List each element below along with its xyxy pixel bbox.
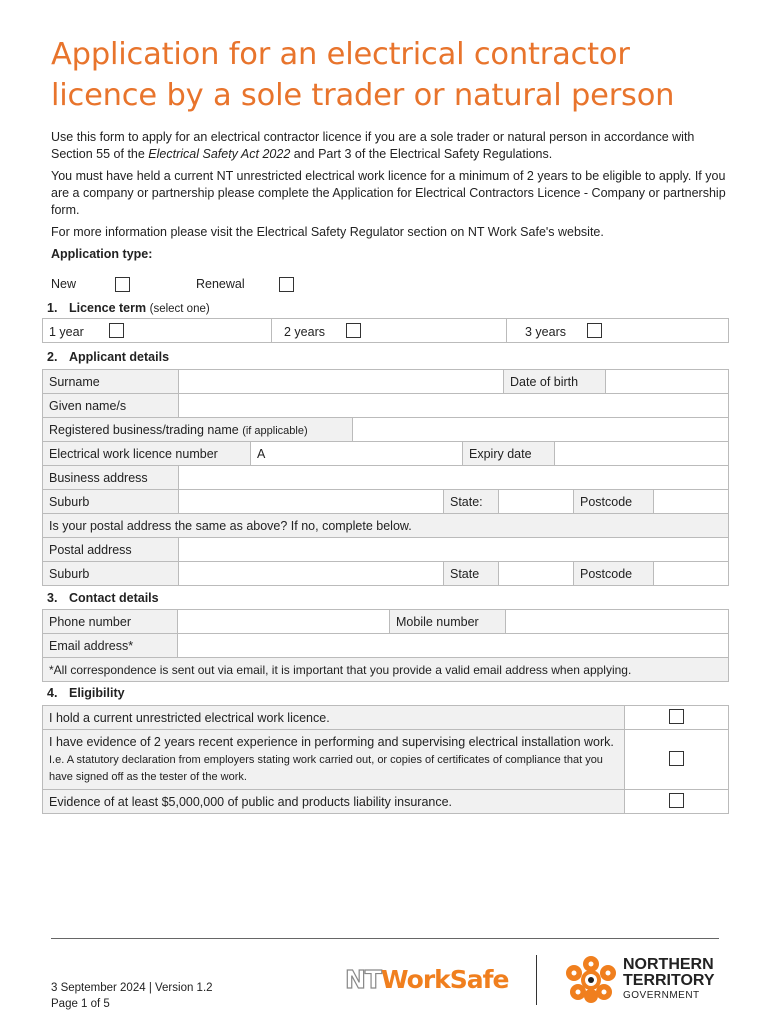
logo-divider bbox=[536, 955, 537, 1005]
given-names-label: Given name/s bbox=[43, 394, 179, 418]
eligibility-item-1: I hold a current unrestricted electrical work licence. bbox=[43, 706, 625, 730]
new-label: New bbox=[51, 277, 77, 291]
mobile-label: Mobile number bbox=[390, 610, 506, 634]
intro-paragraph-3: For more information please visit the Electrical Safety Regulator section on NT Work Safe's website. bbox=[51, 225, 604, 239]
suburb-input[interactable] bbox=[179, 490, 444, 514]
term-3-years-cell bbox=[507, 319, 729, 343]
licence-term-table bbox=[42, 318, 729, 343]
term-3-years-label: 3 years bbox=[525, 324, 566, 339]
renewal-label: Renewal bbox=[196, 277, 245, 291]
phone-label: Phone number bbox=[43, 610, 178, 634]
term-1-year-checkbox[interactable] bbox=[109, 323, 124, 338]
postal-postcode-input[interactable] bbox=[654, 562, 729, 586]
business-address-label: Business address bbox=[43, 466, 179, 490]
eligibility-item-2-cell bbox=[625, 730, 729, 790]
surname-label: Surname bbox=[43, 370, 179, 394]
applicant-table-a bbox=[42, 369, 729, 418]
footer-date-version: 3 September 2024 | Version 1.2 bbox=[51, 982, 213, 994]
dob-input[interactable] bbox=[606, 370, 729, 394]
page-title: Application for an electrical contractor licence by a sole trader or natural person bbox=[51, 37, 675, 113]
renewal-checkbox[interactable] bbox=[279, 277, 294, 292]
expiry-date-label: Expiry date bbox=[463, 442, 555, 466]
applicant-table-d bbox=[42, 465, 729, 586]
email-note: *All correspondence is sent out via email, it is important that you provide a valid email address when applying. bbox=[43, 658, 729, 682]
term-2-years-label: 2 years bbox=[284, 324, 325, 339]
term-2-years-checkbox[interactable] bbox=[346, 323, 361, 338]
eligibility-heading: 4. Eligibility bbox=[47, 686, 125, 700]
email-input[interactable] bbox=[178, 634, 729, 658]
postal-address-label: Postal address bbox=[43, 538, 179, 562]
email-label: Email address* bbox=[43, 634, 178, 658]
eligibility-item-1-cell bbox=[625, 706, 729, 730]
postal-address-input[interactable] bbox=[179, 538, 729, 562]
expiry-date-input[interactable] bbox=[555, 442, 729, 466]
contact-table bbox=[42, 609, 729, 682]
contact-details-heading: 3. Contact details bbox=[47, 591, 159, 605]
ntg-line-3: GOVERNMENT bbox=[623, 990, 700, 1001]
footer-divider bbox=[51, 938, 719, 939]
phone-input[interactable] bbox=[178, 610, 390, 634]
postal-suburb-input[interactable] bbox=[179, 562, 444, 586]
business-address-input[interactable] bbox=[179, 466, 729, 490]
postcode-label: Postcode bbox=[574, 490, 654, 514]
application-type-heading: Application type: bbox=[51, 247, 153, 261]
suburb-label: Suburb bbox=[43, 490, 179, 514]
state-label: State: bbox=[444, 490, 499, 514]
postal-state-input[interactable] bbox=[499, 562, 574, 586]
business-name-label: Registered business/trading name (if applicable) bbox=[43, 418, 353, 442]
postal-state-label: State bbox=[444, 562, 499, 586]
term-1-year-label: 1 year bbox=[49, 324, 84, 339]
nt-worksafe-logo: NTWorkSafe bbox=[345, 965, 509, 994]
term-3-years-checkbox[interactable] bbox=[587, 323, 602, 338]
eligibility-item-3: Evidence of at least $5,000,000 of public and products liability insurance. bbox=[43, 790, 625, 814]
given-names-input[interactable] bbox=[179, 394, 729, 418]
business-name-input[interactable] bbox=[353, 418, 729, 442]
applicant-details-heading: 2. Applicant details bbox=[47, 350, 170, 364]
postal-suburb-label: Suburb bbox=[43, 562, 179, 586]
eligibility-item-2-checkbox[interactable] bbox=[669, 751, 684, 766]
surname-input[interactable] bbox=[179, 370, 504, 394]
licence-number-label: Electrical work licence number bbox=[43, 442, 251, 466]
eligibility-item-2: I have evidence of 2 years recent experience in performing and supervising electrical installation work. I.e. A statutory declaration from employers stating work carried out, or copies of certificates of compliance that you have signed off as the tester of the work. bbox=[43, 730, 625, 790]
postal-postcode-label: Postcode bbox=[574, 562, 654, 586]
eligibility-table bbox=[42, 705, 729, 814]
ntg-line-2: TERRITORY bbox=[623, 972, 715, 989]
desert-rose-icon bbox=[563, 955, 619, 1005]
ntg-line-1: NORTHERN bbox=[623, 956, 714, 973]
intro-paragraph-2: You must have held a current NT unrestricted electrical work licence for a minimum of 2 years to be eligible to apply. If you are a company or partnership please complete the Application for Electrical Contractors Licence - Company or partnership form. bbox=[51, 169, 726, 217]
state-input[interactable] bbox=[499, 490, 574, 514]
licence-number-input[interactable]: A bbox=[251, 442, 463, 466]
term-2-years-cell bbox=[272, 319, 507, 343]
new-checkbox[interactable] bbox=[115, 277, 130, 292]
licence-term-heading: 1. Licence term (select one) bbox=[47, 301, 210, 315]
applicant-table-b bbox=[42, 417, 729, 442]
eligibility-item-3-checkbox[interactable] bbox=[669, 793, 684, 808]
postal-question: Is your postal address the same as above? If no, complete below. bbox=[43, 514, 729, 538]
eligibility-item-3-cell bbox=[625, 790, 729, 814]
footer-page-number: Page 1 of 5 bbox=[51, 998, 110, 1010]
mobile-input[interactable] bbox=[506, 610, 729, 634]
postcode-input[interactable] bbox=[654, 490, 729, 514]
eligibility-item-1-checkbox[interactable] bbox=[669, 709, 684, 724]
dob-label: Date of birth bbox=[504, 370, 606, 394]
intro-paragraph-1: Use this form to apply for an electrical contractor licence if you are a sole trader or natural person in accordance with Section 55 of the Electrical Safety Act 2022 and Part 3 of the Electrical Safety Regulations. bbox=[51, 130, 695, 161]
applicant-table-c bbox=[42, 441, 729, 466]
term-1-year-cell bbox=[43, 319, 272, 343]
